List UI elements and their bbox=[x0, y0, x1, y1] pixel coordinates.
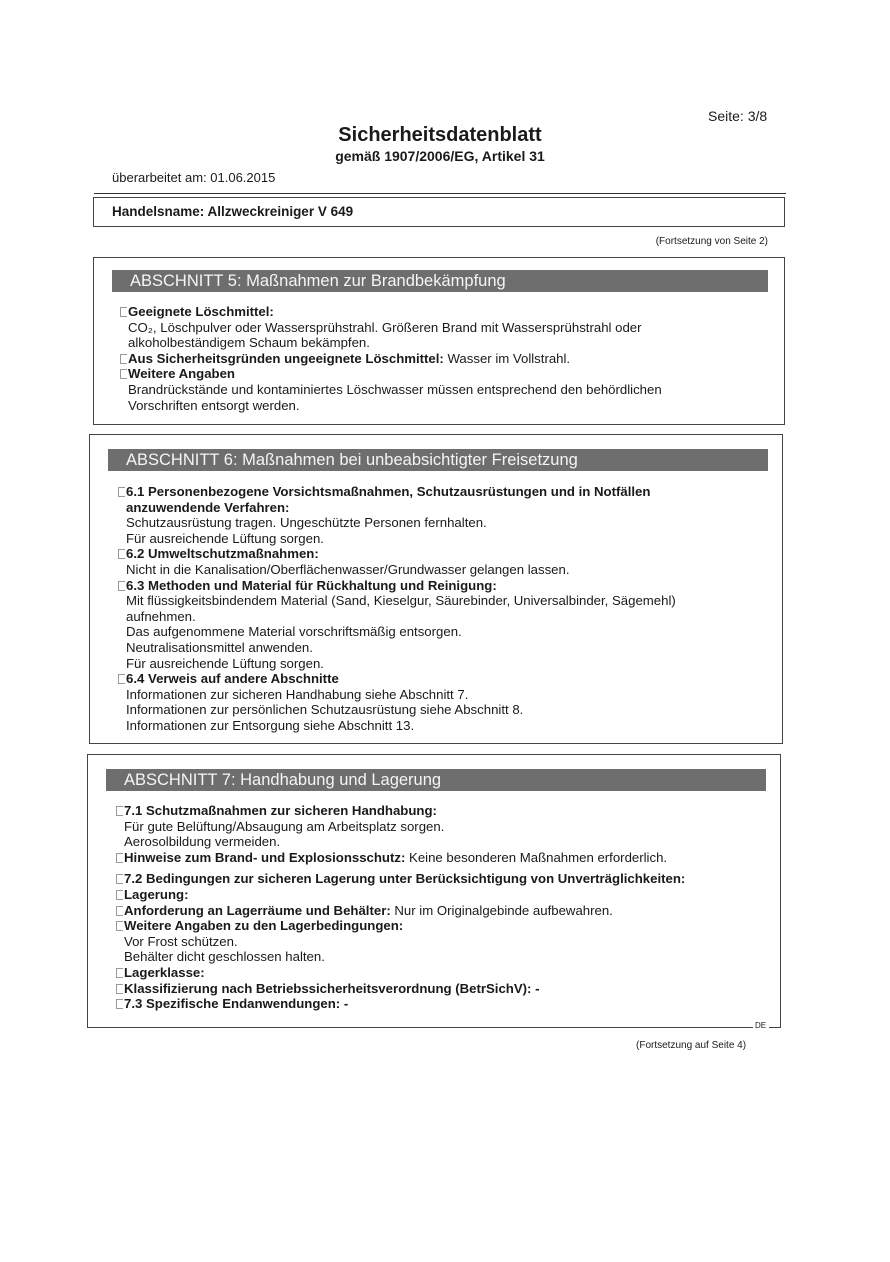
revision-date: überarbeitet am: 01.06.2015 bbox=[112, 170, 276, 185]
storage-requirements-heading: Anforderung an Lagerräume und Behälter: bbox=[124, 902, 391, 918]
subsection-6-1-text: Schutzausrüstung tragen. Ungeschützte Personen fernhalten. bbox=[126, 515, 487, 531]
subsection-6-3-text: Mit flüssigkeitsbindendem Material (Sand, Kieselgur, Säurebinder, Universalbinder, Sägemehl) bbox=[126, 593, 676, 609]
subsection-6-2-text: Nicht in die Kanalisation/Oberflächenwasser/Grundwasser gelangen lassen. bbox=[126, 561, 570, 577]
subsection-6-1-text: Für ausreichende Lüftung sorgen. bbox=[126, 530, 324, 546]
header-divider bbox=[94, 193, 786, 194]
document-subtitle: gemäß 1907/2006/EG, Artikel 31 bbox=[335, 148, 545, 164]
subsection-6-3-text: Für ausreichende Lüftung sorgen. bbox=[126, 655, 324, 671]
storage-conditions-text: Vor Frost schützen. bbox=[124, 933, 238, 949]
document-title: Sicherheitsdatenblatt bbox=[338, 124, 542, 146]
footer-divider bbox=[87, 1027, 753, 1028]
further-info-heading: Weitere Angaben bbox=[128, 366, 748, 382]
subsection-6-2-heading: 6.2 Umweltschutzmaßnahmen: bbox=[126, 546, 756, 562]
fire-protection-value: Keine besonderen Maßnahmen erforderlich. bbox=[405, 849, 668, 865]
subsection-6-1-heading-cont: anzuwendende Verfahren: bbox=[126, 499, 290, 515]
section-7 bbox=[87, 754, 781, 1028]
subsection-7-1-heading: 7.1 Schutzmaßnahmen zur sicheren Handhabung: bbox=[124, 803, 764, 819]
section-7-body bbox=[124, 803, 764, 1012]
subsection-6-4-text: Informationen zur sicheren Handhabung siehe Abschnitt 7. bbox=[126, 686, 469, 702]
subsection-7-3-heading: 7.3 Spezifische Endanwendungen: - bbox=[124, 996, 764, 1012]
section-5 bbox=[93, 257, 785, 425]
section-6 bbox=[89, 434, 783, 744]
continued-from-note: (Fortsetzung von Seite 2) bbox=[655, 236, 768, 247]
fire-protection-heading: Hinweise zum Brand- und Explosionsschutz: bbox=[124, 849, 406, 865]
subsection-6-3-text: aufnehmen. bbox=[126, 608, 196, 624]
storage-class-heading: Lagerklasse: bbox=[124, 965, 764, 981]
storage-conditions-heading: Weitere Angaben zu den Lagerbedingungen: bbox=[124, 918, 764, 934]
storage-heading: Lagerung: bbox=[124, 887, 764, 903]
subsection-6-4-heading: 6.4 Verweis auf andere Abschnitte bbox=[126, 671, 756, 687]
section-7-title: ABSCHNITT 7: Handhabung und Lagerung bbox=[106, 769, 766, 791]
extinguishing-media-heading: Geeignete Löschmittel: bbox=[128, 304, 748, 320]
subsection-6-3-text: Neutralisationsmittel anwenden. bbox=[126, 639, 313, 655]
subsection-7-1-text: Für gute Belüftung/Absaugung am Arbeitsplatz sorgen. bbox=[124, 818, 445, 834]
betrsichv-classification: Klassifizierung nach Betriebssicherheitsverordnung (BetrSichV): - bbox=[124, 981, 764, 997]
subsection-6-3-text: Das aufgenommene Material vorschriftsmäßig entsorgen. bbox=[126, 624, 462, 640]
extinguishing-media-text: CO₂, Löschpulver oder Wassersprühstrahl. Größeren Brand mit Wassersprühstrahl oder bbox=[128, 319, 642, 335]
subsection-6-1-heading: 6.1 Personenbezogene Vorsichtsmaßnahmen, Schutzausrüstungen und in Notfällen bbox=[126, 484, 756, 500]
extinguishing-media-text: alkoholbeständigem Schaum bekämpfen. bbox=[128, 335, 370, 351]
storage-requirements-value: Nur im Originalgebinde aufbewahren. bbox=[390, 902, 613, 918]
section-5-body bbox=[128, 304, 748, 413]
trade-name-box: Handelsname: Allzweckreiniger V 649 bbox=[93, 197, 785, 227]
subsection-6-4-text: Informationen zur Entsorgung siehe Abschnitt 13. bbox=[126, 717, 415, 733]
page-number: Seite: 3/8 bbox=[708, 108, 768, 124]
language-code: DE bbox=[755, 1021, 767, 1030]
subsection-7-2-heading: 7.2 Bedingungen zur sicheren Lagerung unter Berücksichtigung von Unverträglichkeiten: bbox=[124, 871, 764, 887]
footer-divider-tail bbox=[769, 1027, 781, 1028]
unsuitable-media-value: Wasser im Vollstrahl. bbox=[443, 350, 571, 366]
subsection-6-3-heading: 6.3 Methoden und Material für Rückhaltung und Reinigung: bbox=[126, 578, 756, 594]
subsection-6-4-text: Informationen zur persönlichen Schutzausrüstung siehe Abschnitt 8. bbox=[126, 702, 524, 718]
section-6-title: ABSCHNITT 6: Maßnahmen bei unbeabsichtigter Freisetzung bbox=[108, 449, 768, 471]
section-5-title: ABSCHNITT 5: Maßnahmen zur Brandbekämpfung bbox=[112, 270, 768, 292]
further-info-text: Vorschriften entsorgt werden. bbox=[128, 397, 300, 413]
unsuitable-media-heading: Aus Sicherheitsgründen ungeeignete Löschmittel: bbox=[128, 350, 444, 366]
continued-on-note: (Fortsetzung auf Seite 4) bbox=[636, 1040, 747, 1051]
subsection-7-1-text: Aerosolbildung vermeiden. bbox=[124, 834, 281, 850]
storage-conditions-text: Behälter dicht geschlossen halten. bbox=[124, 949, 325, 965]
further-info-text: Brandrückstände und kontaminiertes Löschwasser müssen entsprechend den behördlichen bbox=[128, 381, 662, 397]
section-6-body bbox=[126, 484, 756, 734]
